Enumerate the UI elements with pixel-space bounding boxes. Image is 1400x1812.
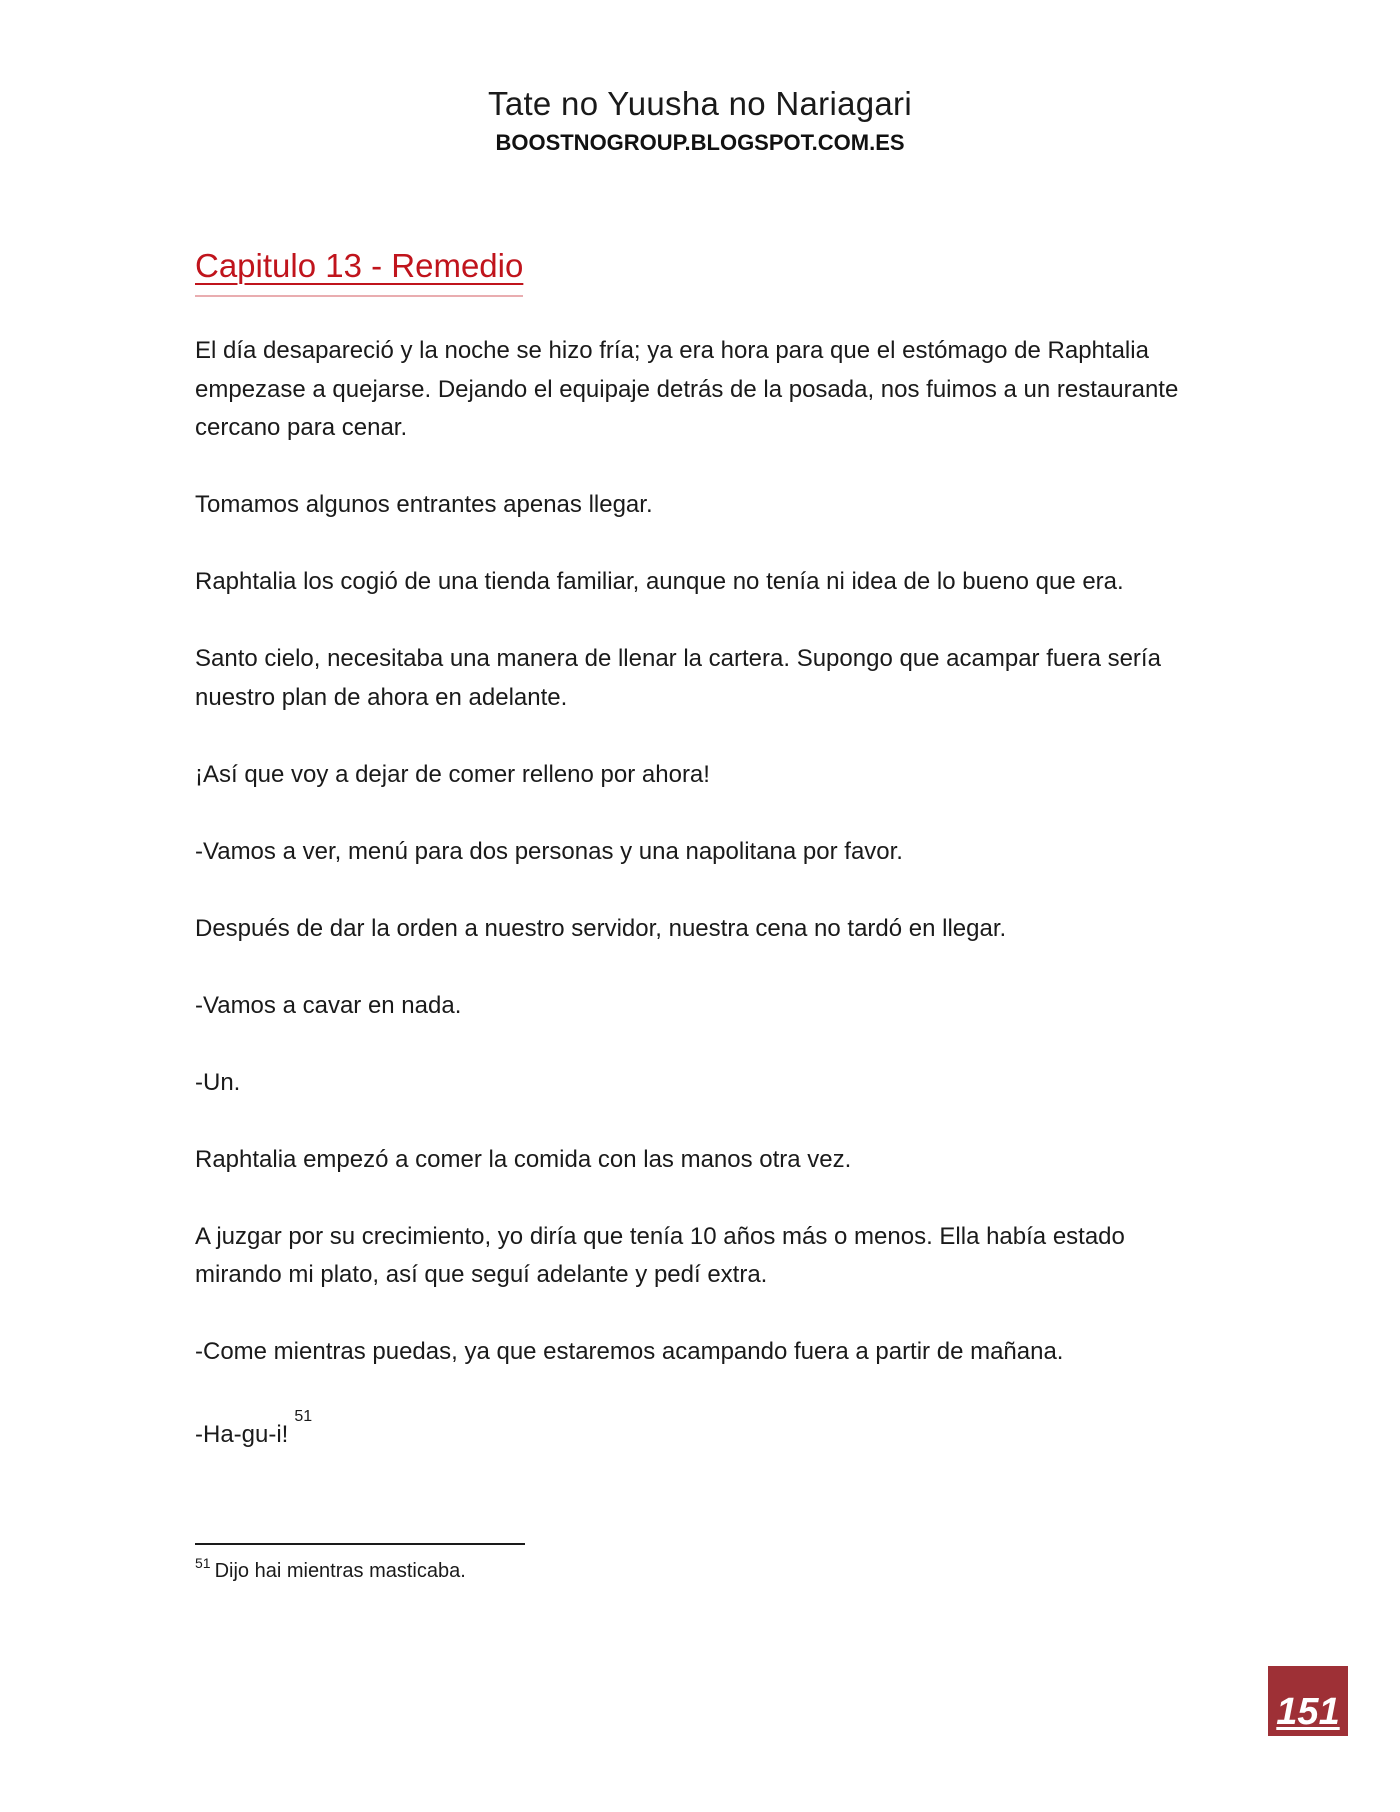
paragraph: -Vamos a cavar en nada.: [195, 991, 462, 1019]
paragraph: Tomamos algunos entrantes apenas llegar.: [195, 491, 653, 518]
book-title: Tate no Yuusha no Nariagari: [488, 85, 912, 122]
footnote-text: Dijo hai mientras masticaba.: [214, 1560, 466, 1582]
footnote: [195, 1556, 466, 1587]
paragraph: Santo cielo, necesitaba una manera de llenar la cartera. Supongo que acampar fuera sería nuestro plan de ahora en adelante.: [195, 645, 1161, 711]
paragraph: Después de dar la orden a nuestro servidor, nuestra cena no tardó en llegar.: [195, 914, 1007, 942]
footnote-separator: [195, 1543, 525, 1545]
paragraph: ¡Así que voy a dejar de comer relleno por ahora!: [195, 760, 710, 788]
page-number-badge: [1268, 1666, 1348, 1736]
footnote-number: 51: [195, 1555, 211, 1571]
page-header: [0, 84, 1400, 158]
paragraph: A juzgar por su crecimiento, yo diría que tenía 10 años más o menos. Ella había estado mirando mi plato, así que seguí adelante y pedí extra.: [195, 1222, 1125, 1288]
footnote-reference[interactable]: 51: [294, 1408, 313, 1425]
page-number: 151: [1276, 1691, 1340, 1733]
paragraph: -Un.: [195, 1068, 241, 1096]
paragraph: -Come mientras puedas, ya que estaremos acampando fuera a partir de mañana.: [195, 1338, 1064, 1365]
paragraph-text: -Ha-gu-i!: [195, 1421, 289, 1448]
paragraph: Raphtalia empezó a comer la comida con las manos otra vez.: [195, 1145, 852, 1173]
chapter-title: Capitulo 13 - Remedio: [195, 244, 523, 288]
site-url: BOOSTNOGROUP.BLOGSPOT.COM.ES: [495, 130, 905, 155]
paragraph: El día desapareció y la noche se hizo fría; ya era hora para que el estómago de Raphtalia empezase a quejarse. Dejando el equipaje detrás de la posada, nos fuimos a un restaurante cercano para cenar.: [195, 337, 1179, 441]
paragraph: -Vamos a ver, menú para dos personas y una napolitana por favor.: [195, 837, 903, 865]
paragraph: Raphtalia los cogió de una tienda familiar, aunque no tenía ni idea de lo bueno que era.: [195, 568, 1124, 595]
chapter-body: [195, 332, 1215, 1455]
paragraph-with-footnote: [195, 1410, 1215, 1455]
